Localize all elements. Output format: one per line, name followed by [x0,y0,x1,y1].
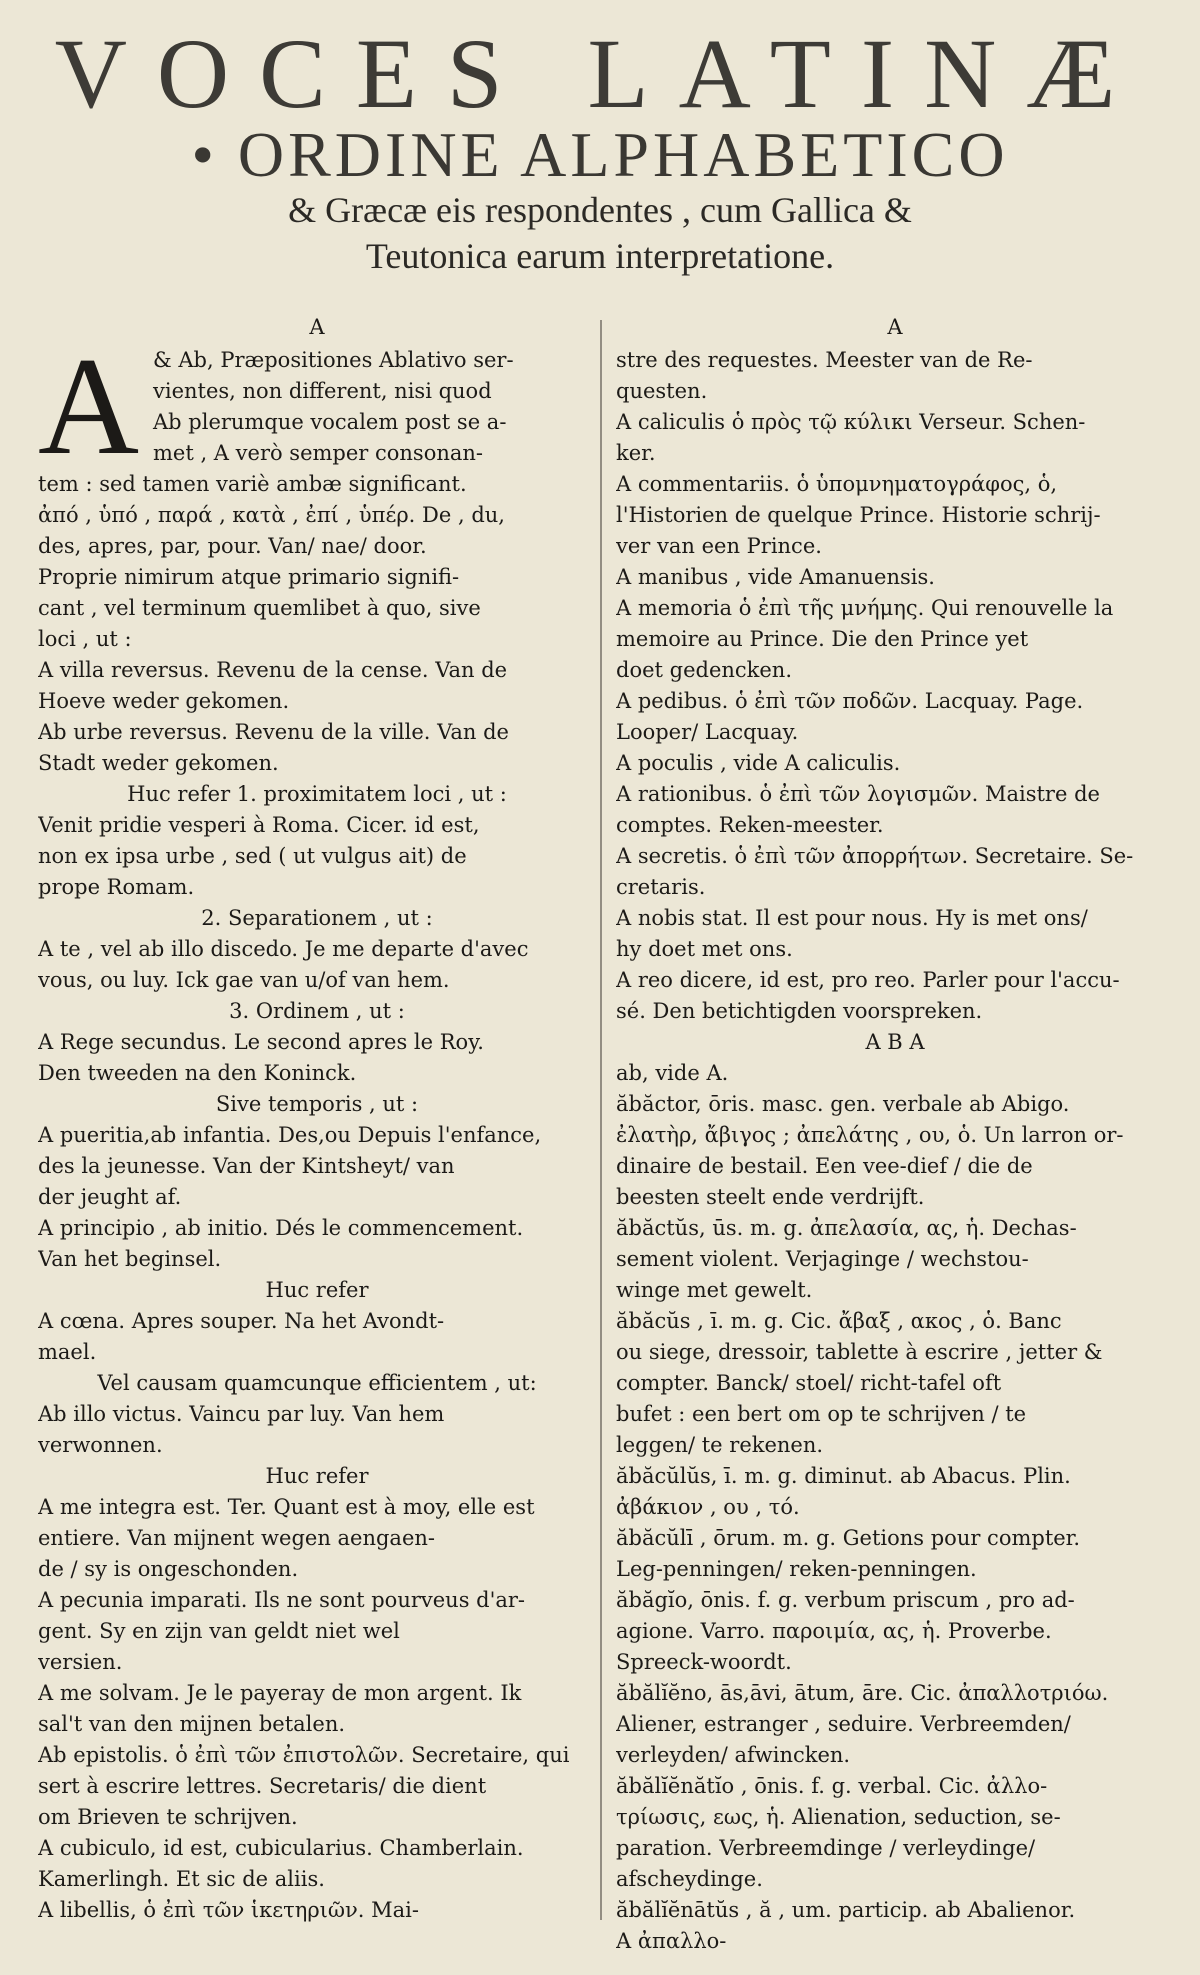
dictionary-text-line: der jeught af. [38,1185,182,1209]
dictionary-text-line: A me integra est. Ter. Quant est à moy, elle est [38,1495,535,1519]
dictionary-text-line: des la jeunesse. Van der Kintsheyt/ van [38,1154,455,1178]
dictionary-text-line: A villa reversus. Revenu de la cense. Van de [38,658,508,682]
right-column-heading: A [887,315,903,339]
dictionary-text-line: A pedibus. ὁ ἐπὶ τῶν ποδῶν. Lacquay. Page. [616,689,1084,713]
dictionary-text-line: winge met gewelt. [616,1278,813,1302]
dictionary-text-line: Huc refer [265,1278,369,1302]
dictionary-text-line: prope Romam. [38,875,195,899]
dictionary-text-line: Kamerlingh. Et sic de aliis. [38,1867,325,1891]
dictionary-text-line: A nobis stat. Il est pour nous. Hy is met ons/ [616,906,1088,930]
page-subtitle-line-2: Teutonica earum interpretatione. [365,236,835,276]
dictionary-text-line: ăbăctŭs, ūs. m. g. ἀπελασία, ας, ἡ. Dechas- [616,1216,1077,1240]
dictionary-text-line: ou siege, dressoir, tablette à escrire , jetter & [616,1340,1103,1364]
dictionary-text-line: A memoria ὁ ἐπὶ τῆς μνήμης. Qui renouvelle la [616,596,1114,620]
dictionary-text-line: 3. Ordinem , ut : [229,999,405,1023]
dictionary-text-line: cretaris. [616,875,706,899]
dictionary-text-line: beesten steelt ende verdrijft. [616,1185,925,1209]
dictionary-text-line: Ab epistolis. ὁ ἐπὶ τῶν ἐπιστολῶν. Secretaire, qui [38,1743,570,1767]
dictionary-text-line: ker. [616,441,656,465]
dictionary-text-line: Leg-penningen/ reken-penningen. [616,1557,977,1581]
left-column-heading: A [309,315,325,339]
dictionary-text-line: vous, ou luy. Ick gae van u/of van hem. [38,968,450,992]
dictionary-text-line: A Rege secundus. Le second apres le Roy. [38,1030,484,1054]
dictionary-text-line: bufet : een bert om op te schrijven / te [616,1402,1027,1426]
dictionary-text-line: stre des requestes. Meester van de Re- [616,348,1033,372]
dictionary-text-line: A cœna. Apres souper. Na het Avondt- [38,1309,445,1333]
dictionary-text-line: ἀβάκιον , ου , τό. [616,1495,800,1519]
dictionary-text-line: agione. Varro. παροιμία, ας, ἡ. Proverbe. [616,1619,1052,1643]
dictionary-text-line: Van het beginsel. [38,1247,222,1271]
dictionary-text-line: ăbăcŭlŭs, ī. m. g. diminut. ab Abacus. Plin. [616,1464,1071,1488]
page-title-line-2: • ORDINE ALPHABETICO [191,119,1009,190]
dictionary-text-line: ab, vide A. [616,1061,729,1085]
dictionary-text-line: met , A verò semper consonan- [153,441,484,465]
dictionary-text-line: mael. [38,1340,97,1364]
dictionary-text-line: gent. Sy en zijn van geldt niet wel [38,1619,400,1643]
dictionary-text-line: A me solvam. Je le payeray de mon argent. Ik [38,1681,522,1705]
dictionary-text-line: questen. [616,379,708,403]
dictionary-text-line: afscheydinge. [616,1867,763,1891]
dictionary-text-line: Vel causam quamcunque efficientem , ut: [97,1371,537,1395]
dictionary-text-line: ăbăcŭs , ī. m. g. Cic. ἄβαξ , ακος , ὁ. Banc [616,1309,1062,1333]
dictionary-text-line: verwonnen. [38,1433,163,1457]
dictionary-text-line: dinaire de bestail. Een vee-dief / die de [616,1154,1033,1178]
dictionary-text-line: ἀπό , ὑπό , παρά , κατὰ , ἐπί , ὑπέρ. De , du, [38,503,505,527]
dictionary-text-line: paration. Verbreemdinge / verleydinge/ [616,1836,1036,1860]
dictionary-text-line: A te , vel ab illo discedo. Je me departe d'avec [38,937,529,961]
dictionary-text-line: loci , ut : [38,627,132,651]
dictionary-text-line: des, apres, par, pour. Van/ nae/ door. [38,534,427,558]
dictionary-text-line: ἐλατὴρ, ἄβιγος ; ἀπελάτης , ου, ὁ. Un larron or- [616,1123,1124,1147]
left-column [38,312,596,1952]
dictionary-text-line: Stadt weder gekomen. [38,751,279,775]
dictionary-text-line: de / sy is ongeschonden. [38,1557,299,1581]
dictionary-text-line: Aliener, estranger , seduire. Verbreemden/ [616,1712,1071,1736]
dictionary-text-line: Ab urbe reversus. Revenu de la ville. Van de [38,720,509,744]
dictionary-text-line: Sive temporis , ut : [215,1092,419,1116]
dictionary-text-line: sert à escrire lettres. Secretaris/ die dient [38,1774,487,1798]
dictionary-text-line: cant , vel terminum quemlibet à quo, sive [38,596,481,620]
dictionary-text-line: A pecunia imparati. Ils ne sont pourveus d'ar- [38,1588,526,1612]
dictionary-text-line: A cubiculo, id est, cubicularius. Chamberlain. [38,1836,524,1860]
dictionary-text-line: om Brieven te schrijven. [38,1805,298,1829]
dictionary-text-line: Ab illo victus. Vaincu par luy. Van hem [38,1402,445,1426]
dictionary-text-line: Ab plerumque vocalem post se a- [153,410,507,434]
page-subtitle-line-1: & Græcæ eis respondentes , cum Gallica & [288,190,912,230]
dictionary-text-line: sement violent. Verjaginge / wechstou- [616,1247,1029,1271]
dictionary-text-line: A commentariis. ὁ ὑπομνηματογράφος, ὁ, [616,472,1058,496]
dictionary-text-line: A B A [865,1030,925,1054]
dictionary-text-line: ăbăgĭo, ōnis. f. g. verbum priscum , pro ad- [616,1588,1075,1612]
dictionary-text-line: sal't van den mijnen betalen. [38,1712,346,1736]
dictionary-text-line: sé. Den betichtigden voorspreken. [616,999,983,1023]
dictionary-text-line: Proprie nimirum atque primario signifi- [38,565,460,589]
dictionary-text-line: Venit pridie vesperi à Roma. Cicer. id est, [38,813,480,837]
dictionary-text-line: ăbălĭĕnātŭs , ă , um. particip. ab Abalienor. [616,1898,1076,1922]
dictionary-text-line: & Ab, Præpositiones Ablativo ser- [153,348,514,372]
dictionary-text-line: ver van een Prince. [616,534,822,558]
dictionary-text-line: comptes. Reken-meester. [616,813,884,837]
dictionary-text-line: A principio , ab initio. Dés le commencement. [38,1216,524,1240]
dictionary-text-line: Spreeck-woordt. [616,1650,792,1674]
dictionary-text-line: non ex ipsa urbe , sed ( ut vulgus ait) de [38,844,467,868]
dictionary-text-line: τρίωσις, εως, ἡ. Alienation, seduction, se- [616,1805,1061,1829]
dictionary-text-line: versien. [38,1650,123,1674]
dictionary-text-line: leggen/ te rekenen. [616,1433,824,1457]
dictionary-text-line: Huc refer 1. proximitatem loci , ut : [127,782,507,806]
dictionary-text-line: memoire au Prince. Die den Prince yet [616,627,1029,651]
page-title-line-1: VOCES LATINÆ [54,18,1146,129]
dictionary-text-line: doet gedencken. [616,658,793,682]
dictionary-text-line: A reo dicere, id est, pro reo. Parler pour l'accu- [616,968,1120,992]
dictionary-text-line: ăbăcŭlī , ōrum. m. g. Getions pour compter. [616,1526,1081,1550]
right-column [616,312,1174,1952]
dictionary-text-line: hy doet met ons. [616,937,793,961]
dictionary-text-line: Den tweeden na den Koninck. [38,1061,357,1085]
dictionary-text-line: compter. Banck/ stoel/ richt-tafel oft [616,1371,1002,1395]
dictionary-text-line: Looper/ Lacquay. [616,720,799,744]
dictionary-text-line: A poculis , vide A caliculis. [616,751,901,775]
dictionary-text-line: Huc refer [265,1464,369,1488]
dictionary-text-line: ăbălĭĕnătĭo , ōnis. f. g. verbal. Cic. ἀλλο- [616,1774,1048,1798]
dictionary-text-line: A rationibus. ὁ ἐπὶ τῶν λογισμῶν. Maistre de [616,782,1100,806]
dictionary-text-line: vientes, non different, nisi quod [153,379,492,403]
dictionary-text-line: A ἀπαλλο- [616,1929,727,1952]
column-divider [600,320,602,1920]
dictionary-text-line: A libellis, ὁ ἐπὶ τῶν ἱκετηριῶν. Mai- [38,1898,419,1922]
dictionary-text-line: A caliculis ὁ πρὸς τῷ κύλικι Verseur. Schen- [616,410,1086,434]
drop-cap-initial: A [38,329,140,484]
dictionary-text-line: 2. Separationem , ut : [201,906,433,930]
dictionary-text-line: A pueritia,ab infantia. Des,ou Depuis l'enfance, [38,1123,542,1147]
dictionary-text-line: Hoeve weder gekomen. [38,689,290,713]
dictionary-text-line: entiere. Van mijnent wegen aengaen- [38,1526,436,1550]
dictionary-text-line: verleyden/ afwincken. [616,1743,851,1767]
dictionary-text-line: ăbălĭĕno, ās,āvi, ātum, āre. Cic. ἀπαλλοτριόω. [616,1681,1109,1705]
dictionary-text-line: A secretis. ὁ ἐπὶ τῶν ἀπορρήτων. Secretaire. Se- [616,844,1134,868]
dictionary-text-line: A manibus , vide Amanuensis. [616,565,935,589]
dictionary-text-line: tem : sed tamen variè ambæ significant. [38,472,467,496]
dictionary-text-line: l'Historien de quelque Prince. Historie schrij- [616,503,1101,527]
dictionary-text-line: ăbăctor, ōris. masc. gen. verbale ab Abigo. [616,1092,1070,1116]
